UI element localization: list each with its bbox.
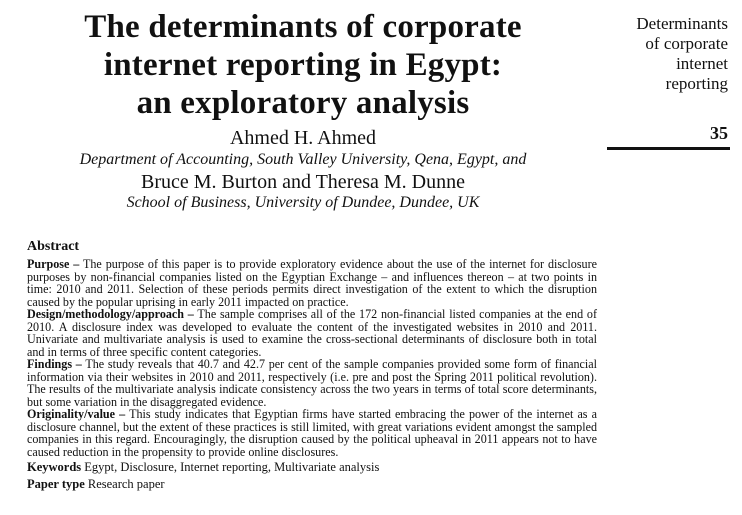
running-head-rule (607, 147, 730, 150)
abstract-heading: Abstract (27, 239, 80, 254)
running-head-line: internet (676, 54, 728, 73)
running-head-line: Determinants (636, 14, 728, 33)
section-text: This study indicates that Egyptian firms have started embracing the power of the internet as a disclosure channel, but the extent of these practices is still limited, with great variations evident amongst the sampled companies in this regard. Encouragingly, the disruption caused by the political upheaval in 2011 appears not to have caused reduction in the propensity to provide online disclosures. (27, 407, 597, 459)
title-line: The determinants of corporate (84, 9, 522, 45)
paper-type (27, 477, 597, 492)
abstract-findings (27, 358, 597, 408)
section-text: The sample comprises all of the 172 non-financial listed companies at the end of 2010. A disclosure index was developed to evaluate the content of the investigated websites in 2010 and 2011. Univariate and multivariate analysis is used to examine the cross-sectional determinants of disclosure both in total and in terms of three specific content categories. (27, 307, 597, 359)
author-name: Ahmed H. Ahmed (229, 127, 377, 149)
title-line: an exploratory analysis (136, 85, 470, 121)
running-head-line: of corporate (645, 34, 728, 53)
abstract-design (27, 308, 597, 358)
abstract-purpose (27, 258, 597, 308)
abstract-originality (27, 408, 597, 458)
title-line: internet reporting in Egypt: (103, 47, 503, 83)
author-name: Bruce M. Burton and Theresa M. Dunne (140, 171, 465, 193)
running-head-line: reporting (665, 74, 728, 93)
keywords-label: Keywords (27, 460, 82, 474)
keywords (27, 460, 597, 475)
paper-type-label: Paper type (27, 477, 85, 491)
paper-title (28, 8, 578, 122)
running-head (568, 14, 728, 94)
abstract (27, 238, 597, 492)
keywords-value: Egypt, Disclosure, Internet reporting, Multivariate analysis (84, 460, 380, 474)
author-affiliation: Department of Accounting, South Valley University, Qena, Egypt, and (79, 151, 527, 168)
section-text: The study reveals that 40.7 and 42.7 per cent of the sample companies provided some form of financial information via their websites in 2010 and 2011, respectively (i.e. pre and post the Spring 2011 political revolution). The results of the multivariate analysis indicate consistency across the two years in terms of total score determinants, but some variation in the disaggregated evidence. (27, 357, 598, 409)
page-number: 35 (710, 123, 728, 143)
paper-type-value: Research paper (87, 477, 165, 491)
section-label: Purpose – (27, 257, 80, 271)
section-label: Findings – (27, 357, 82, 371)
section-text: The purpose of this paper is to provide exploratory evidence about the use of the internet for disclosure purposes by non-financial companies listed on the Egyptian Exchange – and influences thereon – at two points in time: 2010 and 2011. Selection of these periods permits direct investigation of the extent to which the disruption caused by the popular uprising in early 2011 impacted on practice. (27, 257, 597, 309)
author-affiliation: School of Business, University of Dundee, Dundee, UK (126, 194, 480, 211)
section-label: Originality/value – (27, 407, 126, 421)
section-label: Design/methodology/approach – (27, 307, 194, 321)
